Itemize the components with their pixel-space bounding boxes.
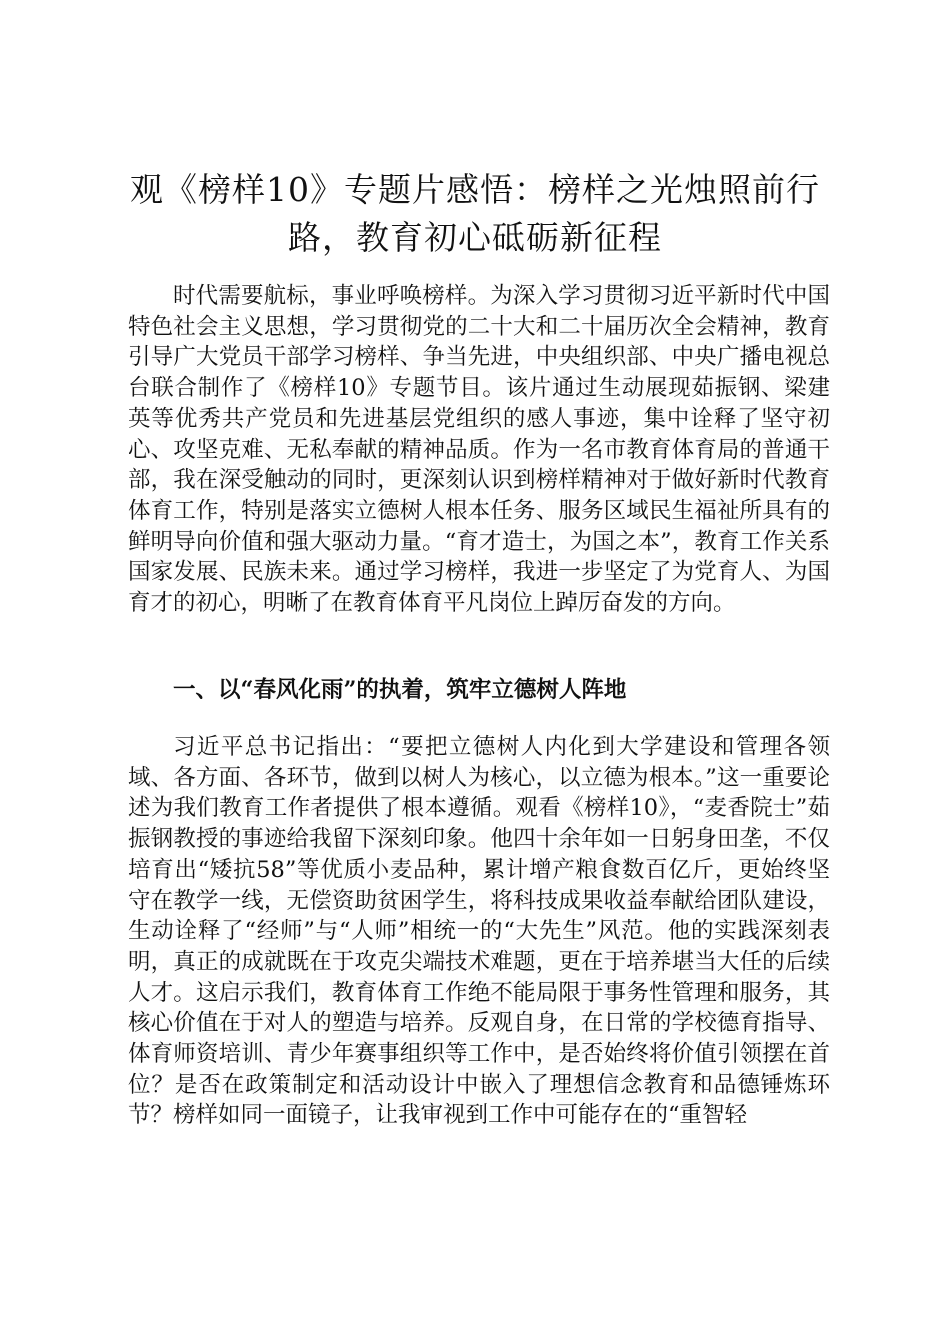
section-paragraph: 习近平总书记指出：“要把立德树人内化到大学建设和管理各领域、各方面、各环节，做到以树人为核心，以立德为根本。”这一重要论述为我们教育工作者提供了根本遵循。观看《榜样10》，“麦香院士”茹振钢教授的事迹给我留下深刻印象。他四十余年如一日躬身田垄，不仅培育出“矮抗58”等优质小麦品种，累计增产粮食数百亿斤，更始终坚守在教学一线，无偿资助贫困学生，将科技成果收益奉献给团队建设，生动诠释了“经师”与“人师”相统一的“大先生”风范。他的实践深刻表明，真正的成就既在于攻克尖端技术难题，更在于培养堪当大任的后续人才。这启示我们，教育体育工作绝不能局限于事务性管理和服务，其核心价值在于对人的塑造与培养。反观自身，在日常的学校德育指导、体育师资培训、青少年赛事组织等工作中，是否始终将价值引领摆在首位？是否在政策制定和活动设计中嵌入了理想信念教育和品德锤炼环节？榜样如同一面镜子，让我审视到工作中可能存在的“重智轻 bbox=[128, 734, 830, 1129]
intro-paragraph: 时代需要航标，事业呼唤榜样。为深入学习贯彻习近平新时代中国特色社会主义思想，学习贯彻党的二十大和二十届历次全会精神，教育引导广大党员干部学习榜样、争当先进，中央组织部、中央广播电视总台联合制作了《榜样10》专题节目。该片通过生动展现茹振钢、梁建英等优秀共产党员和先进基层党组织的感人事迹，集中诠释了坚守初心、攻坚克难、无私奉献的精神品质。作为一名市教育体育局的普通干部，我在深受触动的同时，更深刻认识到榜样精神对于做好新时代教育体育工作，特别是落实立德树人根本任务、服务区域民生福祉所具有的鲜明导向价值和强大驱动力量。“育才造士，为国之本”，教育工作关系国家发展、民族未来。通过学习榜样，我进一步坚定了为党育人、为国育才的初心，明晰了在教育体育平凡岗位上踔厉奋发的方向。 bbox=[128, 283, 830, 617]
section-heading: 一、以“春风化雨”的执着，筑牢立德树人阵地 bbox=[173, 677, 627, 703]
document-title: 观《榜样10》专题片感悟：榜样之光烛照前行路，教育初心砥砺新征程 bbox=[130, 170, 820, 257]
